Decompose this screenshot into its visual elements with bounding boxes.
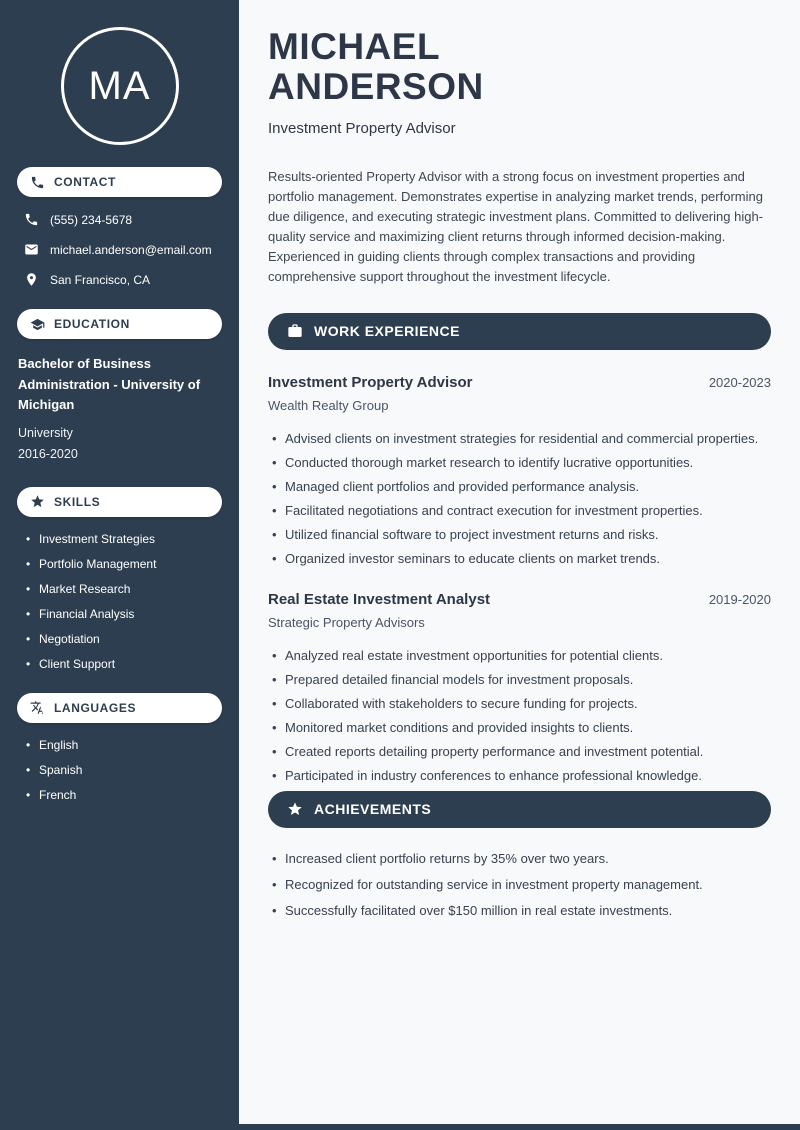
avatar: [61, 27, 179, 145]
education-degree: Bachelor of Business Administration - University of Michigan: [18, 356, 201, 413]
job-company: Strategic Property Advisors: [268, 614, 425, 630]
job-header: [268, 591, 771, 608]
job-bullet: • Collaborated with stakeholders to secure funding for projects.: [268, 695, 771, 712]
job-bullet: • Monitored market conditions and provided insights to clients.: [268, 719, 771, 736]
job-header: [268, 374, 771, 391]
job-bullet: • Facilitated negotiations and contract execution for investment properties.: [268, 502, 771, 519]
avatar-initials: MA: [88, 63, 151, 108]
star-icon: [30, 494, 45, 509]
work-experience-header-label: WORK EXPERIENCE: [314, 323, 460, 339]
achievement-bullet: • Increased client portfolio returns by 35% over two years.: [268, 850, 771, 867]
skill-item: • Market Research: [26, 582, 222, 596]
work-experience-header: [268, 313, 771, 350]
job-bullet: • Prepared detailed financial models for investment proposals.: [268, 671, 771, 688]
job-title: Investment Property Advisor: [268, 373, 473, 391]
skills-list: [17, 532, 222, 671]
skill-item: • Financial Analysis: [26, 607, 222, 621]
achievement-bullet: • Successfully facilitated over $150 million in real estate investments.: [268, 902, 771, 919]
phone-icon: [30, 175, 45, 190]
job-bullet: • Created reports detailing property performance and investment potential.: [268, 743, 771, 760]
job-bullet: • Managed client portfolios and provided performance analysis.: [268, 478, 771, 495]
achievements-list: [268, 850, 771, 919]
language-item: • French: [26, 788, 222, 802]
skills-section-header: [17, 487, 222, 517]
achievements-header-label: ACHIEVEMENTS: [314, 801, 432, 817]
education-section: [17, 309, 222, 465]
main-content: [239, 0, 800, 1130]
education-section-header: [17, 309, 222, 339]
achievements-header: [268, 791, 771, 828]
contact-email: [24, 242, 222, 257]
skills-section: [17, 487, 222, 671]
languages-list: [17, 738, 222, 802]
skill-item: • Negotiation: [26, 632, 222, 646]
job-dates: 2020-2023: [708, 374, 771, 390]
job-entry-2: [268, 591, 771, 784]
job-company: Wealth Realty Group: [268, 397, 389, 413]
email-value: michael.anderson@email.com: [50, 242, 212, 257]
contact-section-header: [17, 167, 222, 197]
job-dates: 2019-2020: [708, 591, 771, 607]
phone-value: (555) 234-5678: [50, 212, 133, 227]
job-bullet: • Analyzed real estate investment opportunities for potential clients.: [268, 647, 771, 664]
phone-icon: [24, 212, 39, 227]
sidebar: [0, 0, 239, 1130]
job-bullets: [268, 430, 771, 567]
location-pin-icon: [24, 272, 39, 287]
contact-location: [24, 272, 222, 287]
job-bullets: [268, 647, 771, 784]
education-institution: University: [18, 425, 73, 440]
job-bullet: • Advised clients on investment strategies for residential and commercial properties.: [268, 430, 771, 447]
person-name: MICHAEL ANDERSON: [268, 26, 484, 108]
job-title: Real Estate Investment Analyst: [268, 590, 491, 608]
languages-section-header: [17, 693, 222, 723]
job-bullet: • Organized investor seminars to educate clients on market trends.: [268, 550, 771, 567]
job-entry-1: [268, 374, 771, 567]
languages-section: [17, 693, 222, 802]
location-value: San Francisco, CA: [50, 272, 151, 287]
briefcase-icon: [287, 323, 303, 339]
translate-icon: [30, 700, 45, 715]
skill-item: • Investment Strategies: [26, 532, 222, 546]
job-bullet: • Participated in industry conferences to enhance professional knowledge.: [268, 767, 771, 784]
graduation-cap-icon: [30, 317, 45, 332]
contact-section: [17, 167, 222, 287]
contact-phone: [24, 212, 222, 227]
page-bottom-strip: [0, 1124, 800, 1130]
contact-header-label: CONTACT: [54, 175, 116, 189]
language-item: • Spanish: [26, 763, 222, 777]
skill-item: • Client Support: [26, 657, 222, 671]
achievement-bullet: • Recognized for outstanding service in investment property management.: [268, 876, 771, 893]
summary-paragraph: Results-oriented Property Advisor with a strong focus on investment properties and portfolio management. Demonstrates expertise in analyzing market trends, performing due diligence, and executing strategic investment plans. Committed to delivering high-quality service and maximizing client returns through informed decision-making. Experienced in guiding clients through complex transactions and providing comprehensive support throughout the investment lifecycle.: [268, 168, 763, 285]
languages-header-label: LANGUAGES: [54, 700, 137, 715]
star-icon: [287, 801, 303, 817]
job-bullet: • Conducted thorough market research to identify lucrative opportunities.: [268, 454, 771, 471]
email-icon: [24, 242, 39, 257]
language-item: • English: [26, 738, 222, 752]
education-years: 2016-2020: [18, 446, 78, 461]
skills-header-label: SKILLS: [54, 494, 101, 509]
skill-item: • Portfolio Management: [26, 557, 222, 571]
job-bullet: • Utilized financial software to project investment returns and risks.: [268, 526, 771, 543]
education-header-label: EDUCATION: [54, 317, 130, 331]
person-headline: Investment Property Advisor: [268, 119, 456, 137]
